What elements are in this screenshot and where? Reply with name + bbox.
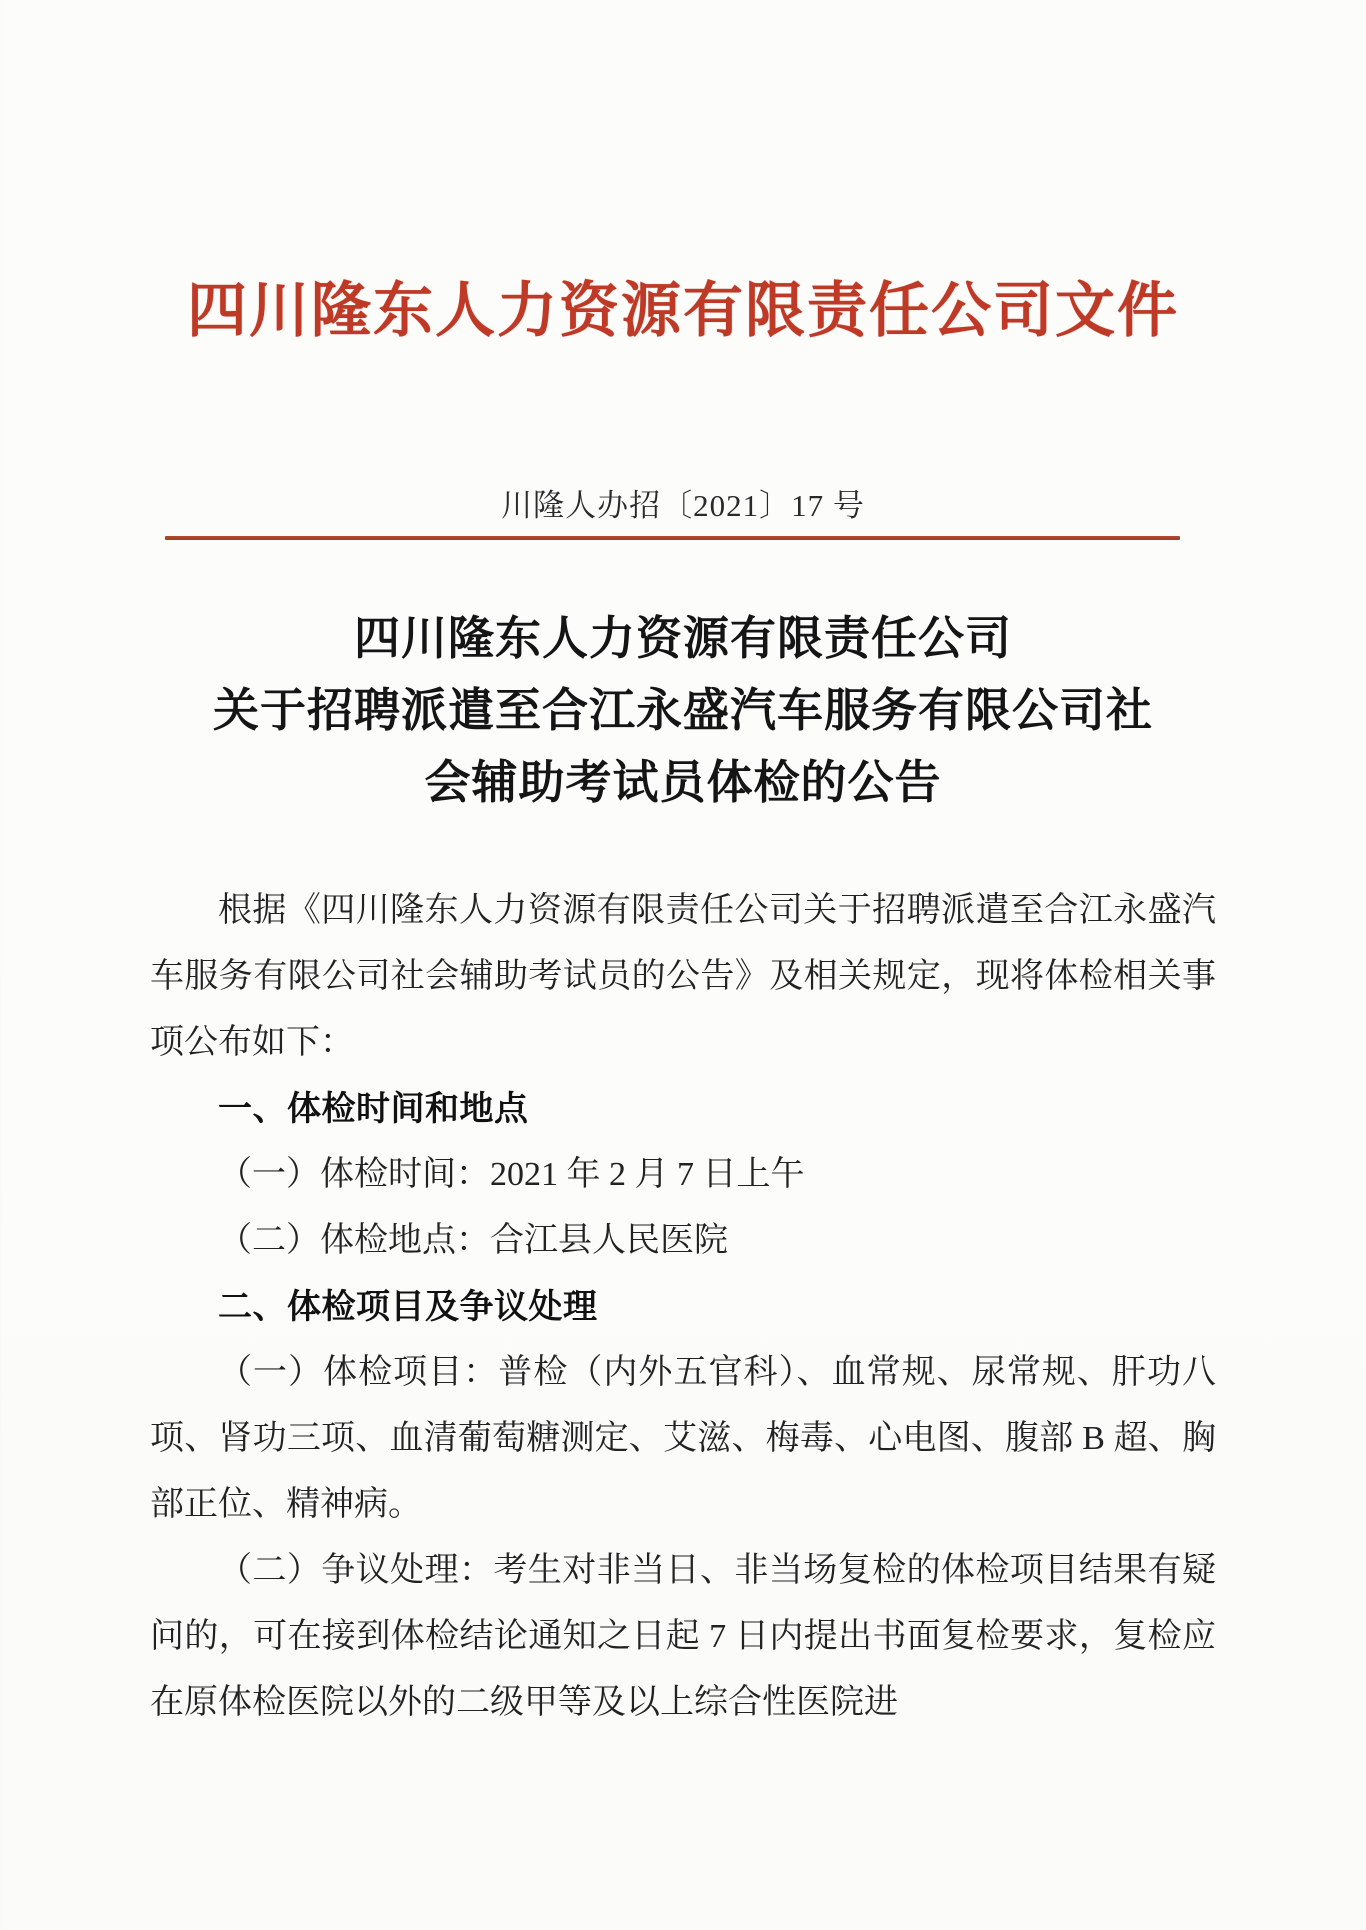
document-title-line-2: 关于招聘派遣至合江永盛汽车服务有限公司社 (213, 684, 1153, 736)
document-title-line-3: 会辅助考试员体检的公告 (424, 756, 942, 808)
exam-location-paragraph: （二）体检地点：合江县人民医院 (218, 1222, 728, 1259)
document-body (150, 878, 1216, 1736)
red-divider-rule (165, 536, 1180, 540)
section-heading-1: 一、体检时间和地点 (218, 1090, 529, 1128)
intro-paragraph: 根据《四川隆东人力资源有限责任公司关于招聘派遣至合江永盛汽车服务有限公司社会辅助考试员的公告》及相关规定，现将体检相关事项公布如下： (150, 892, 1216, 1061)
dispute-handling-paragraph: （二）争议处理：考生对非当日、非当场复检的体检项目结果有疑问的，可在接到体检结论通知之日起 7 日内提出书面复检要求，复检应在原体检医院以外的二级甲等及以上综合性医院进 (150, 1552, 1216, 1721)
letterhead-org-title: 四川隆东人力资源有限责任公司文件 (187, 277, 1179, 344)
exam-items-paragraph: （一）体检项目：普检（内外五官科）、血常规、尿常规、肝功八项、肾功三项、血清葡萄糖测定、艾滋、梅毒、心电图、腹部 B 超、胸部正位、精神病。 (150, 1354, 1216, 1523)
document-title-line-1: 四川隆东人力资源有限责任公司 (354, 612, 1012, 664)
exam-time-paragraph: （一）体检时间：2021 年 2 月 7 日上午 (218, 1156, 805, 1193)
document-number: 川隆人办招〔2021〕17 号 (501, 488, 865, 523)
document-title (0, 602, 1366, 818)
section-heading-2: 二、体检项目及争议处理 (218, 1288, 598, 1326)
